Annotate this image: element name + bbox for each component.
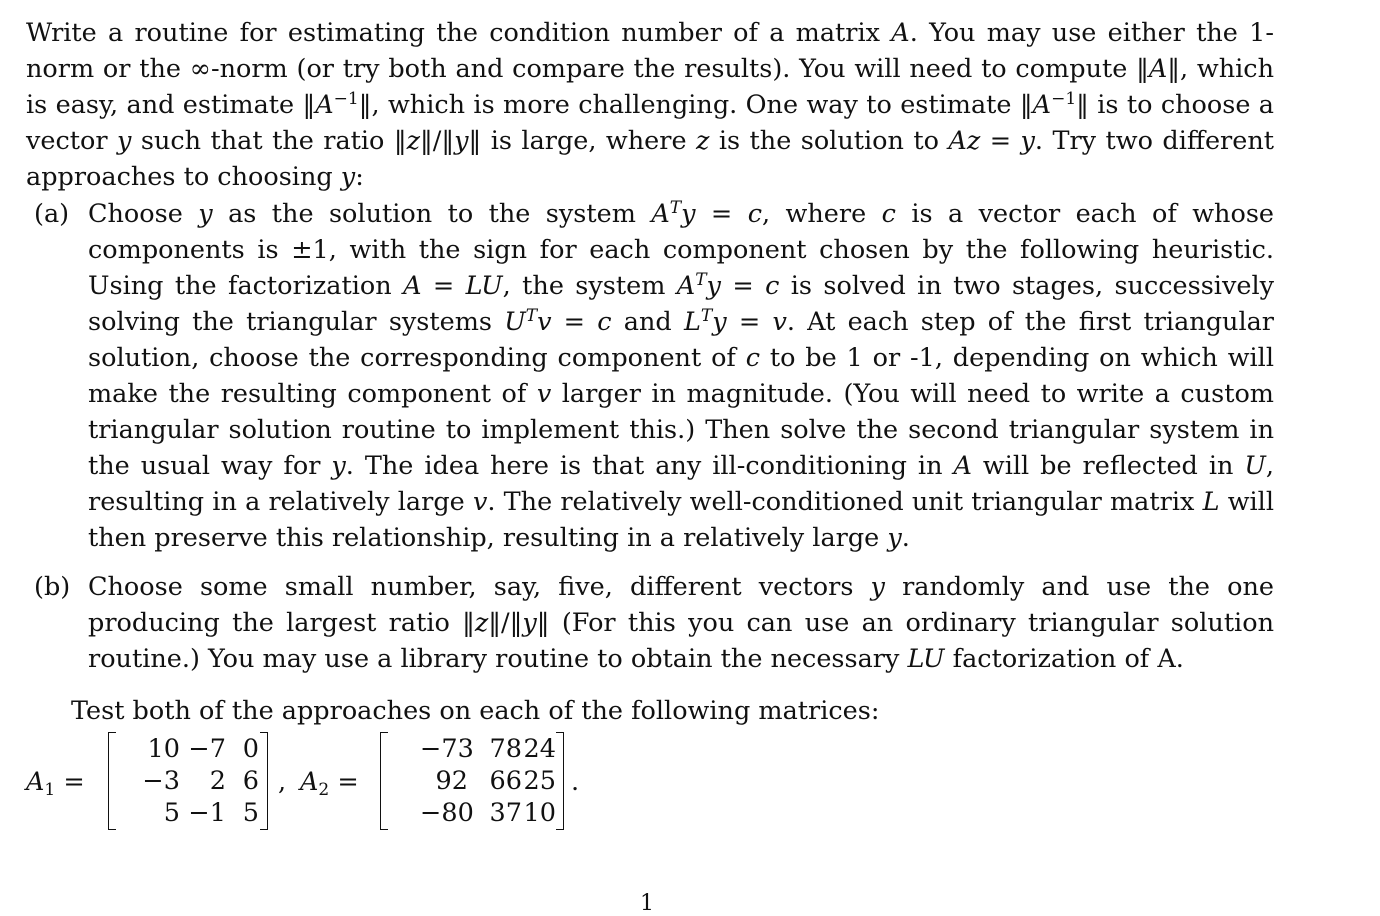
math-symbol: A <box>1148 54 1168 84</box>
text-run: ‖, which is more challenging. One way to estimate ‖ <box>358 90 1033 120</box>
matrix-cell: 92 <box>435 766 468 796</box>
left-bracket <box>380 732 388 830</box>
item-b-text <box>88 569 1274 677</box>
text-run: . <box>901 523 910 553</box>
math-symbol: y <box>117 126 132 156</box>
text-run: ‖/‖ <box>488 608 523 638</box>
matrix-cell: −7 <box>188 734 226 764</box>
page-number: 1 <box>640 891 654 916</box>
math-symbol: y <box>522 608 537 638</box>
text-run: ‖ (For this you can use an ordinary triangular solution routine.) You may use a library routine to obtain the necessary <box>88 608 1274 674</box>
text-run: = <box>980 126 1021 156</box>
text-run: = <box>551 307 598 337</box>
math-symbol: y <box>887 523 902 553</box>
list-item-a <box>34 196 1274 556</box>
text-run: , the system <box>502 271 677 301</box>
math-symbol: y <box>712 307 727 337</box>
text-run: . The idea here is that any ill-conditioning in <box>345 451 954 481</box>
superscript: T <box>695 270 707 290</box>
text-run: Write a routine for estimating the condition number of a matrix <box>26 18 892 48</box>
superscript: T <box>669 198 682 218</box>
superscript: T <box>525 306 538 326</box>
a1-subscript: 1 <box>44 780 56 800</box>
a2-symbol: A <box>300 767 319 797</box>
math-symbol: c <box>765 271 780 301</box>
matrix-cell: 5 <box>163 798 180 828</box>
math-symbol: c <box>745 343 760 373</box>
a1-equals: = <box>63 767 85 797</box>
a2-lhs <box>300 764 359 800</box>
matrix-cell: 10 <box>147 734 180 764</box>
a1-separator: , <box>278 767 287 797</box>
matrix-cell: 2 <box>209 766 226 796</box>
problem-intro <box>26 15 1274 195</box>
text-run: , resulting in a relatively large <box>88 451 1274 517</box>
text-run: will then preserve this relationship, resulting in a relatively large <box>88 487 1274 553</box>
math-symbol: U <box>504 307 526 337</box>
math-symbol: L <box>683 307 701 337</box>
a2-subscript: 2 <box>318 780 330 800</box>
item-b-label: (b) <box>34 572 71 602</box>
math-symbol: A <box>891 18 910 48</box>
matrix-cell: 37 <box>489 798 522 828</box>
math-symbol: A <box>651 199 670 229</box>
list-item-b <box>34 569 1274 677</box>
text-run: = <box>695 199 748 229</box>
math-symbol: c <box>881 199 896 229</box>
matrix-a1 <box>108 732 268 830</box>
math-symbol: v <box>472 487 488 517</box>
math-symbol: z <box>406 126 421 156</box>
math-symbol: z <box>695 126 710 156</box>
superscript: −1 <box>1051 89 1077 109</box>
text-run: Choose some small number, say, five, different vectors <box>88 572 871 602</box>
text-run: as the solution to the system <box>212 199 652 229</box>
text-run: . The relatively well-conditioned unit triangular matrix <box>487 487 1203 517</box>
matrix-cell: −73 <box>420 734 474 764</box>
text-run: ‖/‖ <box>420 126 455 156</box>
matrix-cell: 0 <box>242 734 259 764</box>
matrix-cell: −3 <box>142 766 180 796</box>
text-run: ‖ is to choose a vector <box>26 90 1275 156</box>
math-symbol: A <box>315 90 334 120</box>
text-run: . Try two different approaches to choosing <box>26 126 1275 192</box>
math-symbol: A <box>403 271 422 301</box>
math-symbol: z <box>474 608 489 638</box>
text-run: ‖ is large, where <box>468 126 696 156</box>
text-run: Choose <box>88 199 199 229</box>
text-run: . At each step of the first triangular solution, choose the corresponding component of <box>88 307 1274 373</box>
right-bracket <box>556 732 564 830</box>
test-instruction: Test both of the approaches on each of the following matrices: <box>71 696 880 726</box>
math-symbol: y <box>1020 126 1035 156</box>
text-run: : <box>355 162 364 192</box>
item-a-label: (a) <box>34 199 70 229</box>
text-run: is a vector each of whose components is ±1, with the sign for each component chosen by the following heuristic. Using the factorization <box>88 199 1275 301</box>
math-symbol: y <box>331 451 346 481</box>
matrix-cell: 25 <box>523 766 556 796</box>
equation-terminator: . <box>571 767 580 797</box>
text-run: to be 1 or -1, depending on which will make the resulting component of <box>88 343 1274 409</box>
math-symbol: y <box>340 162 356 192</box>
math-symbol: c <box>597 307 612 337</box>
math-symbol: LU <box>907 644 945 674</box>
text-run: such that the ratio ‖ <box>131 126 407 156</box>
math-symbol: A <box>676 271 696 301</box>
superscript: T <box>700 306 713 326</box>
text-run: = <box>726 307 773 337</box>
math-symbol: y <box>681 199 696 229</box>
matrix-cell: 5 <box>242 798 259 828</box>
text-run: larger in magnitude. (You will need to write a custom triangular solution routine to implement this.) Then solve the second triangular system in the usual way for <box>88 379 1274 481</box>
math-symbol: y <box>198 199 213 229</box>
math-symbol: v <box>772 307 787 337</box>
math-symbol: A <box>1032 90 1052 120</box>
text-run: is solved in two stages, successively solving the triangular systems <box>88 271 1275 337</box>
math-symbol: v <box>536 379 552 409</box>
text-run: randomly and use the one producing the largest ratio ‖ <box>88 572 1274 638</box>
text-run: , where <box>762 199 882 229</box>
math-symbol: y <box>706 271 721 301</box>
matrix-cell: 78 <box>489 734 522 764</box>
superscript: −1 <box>333 89 359 109</box>
a2-equals: = <box>337 767 359 797</box>
text-run: . You may use either the 1-norm or the ∞-norm (or try both and compare the results). You will need to compute ‖ <box>26 18 1274 84</box>
text-run: ‖, which is easy, and estimate ‖ <box>26 54 1274 120</box>
math-symbol: v <box>537 307 552 337</box>
matrix-cell: −80 <box>420 798 474 828</box>
matrix-cell: 66 <box>489 766 522 796</box>
matrix-cell: −1 <box>188 798 226 828</box>
text-run: factorization of A. <box>944 644 1184 674</box>
math-symbol: LU <box>465 271 503 301</box>
math-symbol: A <box>953 451 972 481</box>
math-symbol: y <box>454 126 469 156</box>
a1-lhs <box>26 764 85 800</box>
matrix-cell: 10 <box>523 798 556 828</box>
math-symbol: Az <box>948 126 981 156</box>
text-run: and <box>611 307 684 337</box>
text-run: will be reflected in <box>971 451 1245 481</box>
math-symbol: U <box>1244 451 1266 481</box>
matrix-a2 <box>380 732 564 830</box>
left-bracket <box>108 732 116 830</box>
math-symbol: L <box>1202 487 1220 517</box>
math-symbol: y <box>870 572 885 602</box>
item-a-text <box>88 196 1274 556</box>
text-run: is the solution to <box>709 126 949 156</box>
a1-symbol: A <box>26 767 45 797</box>
right-bracket <box>260 732 268 830</box>
text-run: = <box>720 271 766 301</box>
math-symbol: c <box>747 199 763 229</box>
matrix-cell: 6 <box>242 766 259 796</box>
matrix-cell: 24 <box>523 734 556 764</box>
text-run: = <box>421 271 466 301</box>
